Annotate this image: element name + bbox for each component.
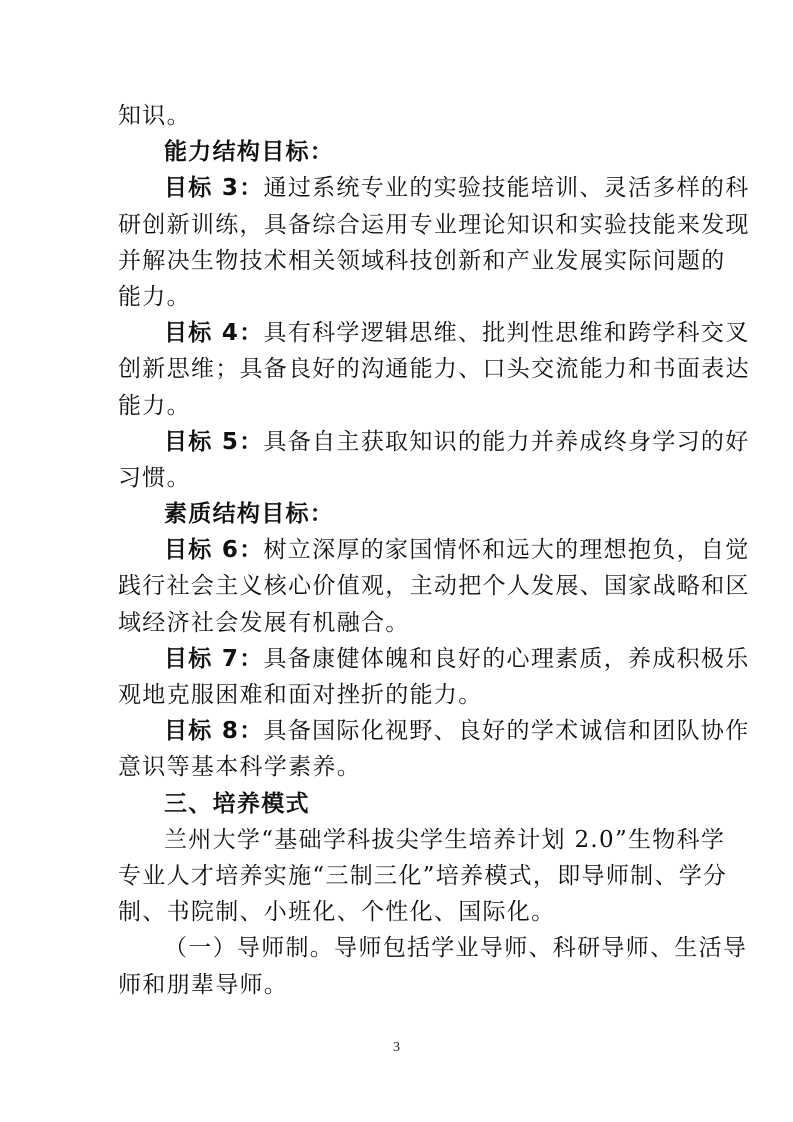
text-line	[118, 170, 750, 206]
text-line	[118, 351, 750, 387]
text-line	[118, 460, 674, 496]
line-text: 通过系统专业的实验技能培训、灵活多样的科	[263, 175, 750, 202]
goal-label: 目标 5：	[164, 428, 264, 455]
line-text: 具备自主获取知识的能力并养成终身学习的好	[263, 428, 750, 455]
line-text: 具有科学逻辑思维、批判性思维和跨学科交叉	[263, 320, 750, 347]
line-text: 专业人才培养实施“三制三化”培养模式，即导师制、学分	[118, 862, 728, 889]
goal-label: 目标 8：	[164, 718, 264, 745]
line-text: 并解决生物技术相关领域科技创新和产业发展实际问题的	[118, 247, 726, 274]
text-line	[118, 822, 726, 858]
line-text: 具备康健体魄和良好的心理素质，养成积极乐	[263, 645, 750, 672]
text-line	[118, 930, 748, 966]
line-text: 研创新训练，具备综合运用专业理论知识和实验技能来发现	[118, 211, 750, 238]
line-bold: 素质结构目标：	[164, 501, 335, 528]
line-text: 知识。	[118, 103, 191, 129]
line-text: 创新思维；具备良好的沟通能力、口头交流能力和书面表达	[118, 356, 750, 383]
line-text: 制、书院制、小班化、个性化、国际化。	[118, 899, 556, 926]
text-line	[118, 641, 750, 677]
line-text: 师和朋辈导师。	[118, 971, 289, 998]
body-text	[118, 98, 750, 1003]
text-line	[118, 967, 674, 1003]
text-line	[118, 98, 674, 134]
page-number: 3	[393, 1040, 400, 1055]
line-text: （一）导师制。导师包括学业导师、科研导师、生活导	[164, 935, 748, 962]
text-line	[118, 858, 728, 894]
line-text: 践行社会主义核心价值观，主动把个人发展、国家战略和区	[118, 573, 750, 600]
text-line	[118, 315, 750, 351]
line-text: 具备国际化视野、良好的学术诚信和团队协作	[263, 718, 750, 745]
text-line	[118, 568, 750, 604]
section-heading	[118, 496, 674, 532]
goal-label: 目标 4：	[164, 320, 264, 347]
text-line	[118, 207, 750, 243]
line-text: 树立深厚的家国情怀和远大的理想抱负，自觉	[263, 537, 750, 564]
text-line	[118, 894, 674, 930]
text-line	[118, 279, 674, 315]
line-text: 习惯。	[118, 464, 191, 491]
text-line	[118, 424, 750, 460]
text-line	[118, 605, 674, 641]
text-line	[118, 388, 674, 424]
text-line	[118, 677, 674, 713]
goal-label: 目标 7：	[164, 645, 264, 672]
line-text: 观地克服困难和面对挫折的能力。	[118, 682, 483, 708]
line-text: 域经济社会发展有机融合。	[118, 609, 410, 636]
line-text: 兰州大学“基础学科拔尖学生培养计划 2.0”生物科学	[164, 826, 726, 853]
goal-label: 目标 6：	[164, 537, 264, 564]
section-heading	[118, 786, 674, 822]
line-text: 能力。	[118, 392, 191, 419]
text-line	[118, 532, 750, 568]
line-text: 意识等基本科学素养。	[118, 754, 361, 781]
text-line	[118, 749, 674, 785]
text-line	[118, 713, 750, 749]
text-line	[118, 243, 726, 279]
goal-label: 目标 3：	[164, 175, 264, 202]
line-bold: 三、培养模式	[164, 790, 310, 817]
section-heading	[118, 134, 674, 170]
line-bold: 能力结构目标：	[164, 139, 335, 166]
line-text: 能力。	[118, 283, 191, 310]
